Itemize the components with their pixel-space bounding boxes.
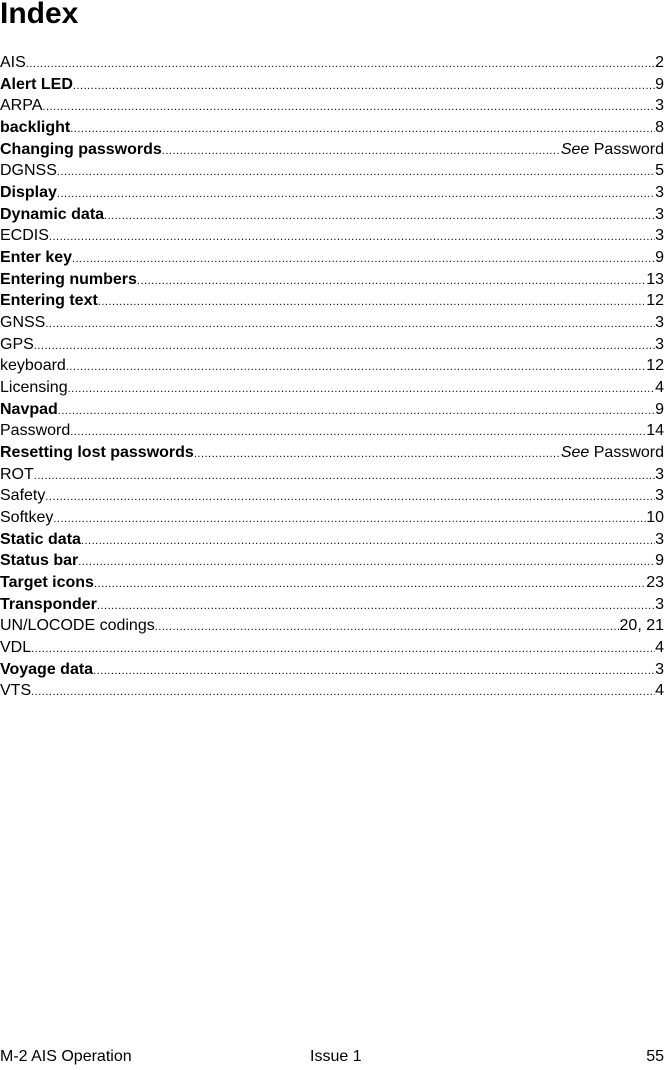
- index-page-reference: 9: [655, 552, 664, 570]
- index-page-reference: 3: [655, 465, 664, 483]
- dot-leader: [73, 76, 655, 96]
- index-entry: [0, 182, 664, 204]
- index-page-reference: Password: [593, 140, 664, 158]
- dot-leader: [194, 444, 561, 464]
- see-reference: See: [560, 444, 590, 462]
- dot-leader: [42, 97, 655, 117]
- index-term: ARPA: [0, 97, 43, 115]
- index-entry: [0, 507, 664, 529]
- footer-page-number: 55: [646, 1048, 664, 1065]
- index-entry: [0, 399, 664, 421]
- dot-leader: [45, 487, 655, 507]
- index-entry: [0, 377, 664, 399]
- index-term: Target icons: [0, 574, 94, 592]
- index-term: Changing passwords: [0, 140, 162, 158]
- page-title: Index: [0, 0, 79, 30]
- index-entry: [0, 550, 664, 572]
- index-entry: [0, 312, 664, 334]
- dot-leader: [93, 661, 655, 681]
- index-page-reference: 3: [655, 227, 664, 245]
- index-entry: [0, 95, 664, 117]
- index-page-reference: 3: [655, 184, 664, 202]
- index-page-reference: 20, 21: [619, 617, 664, 635]
- index-page-reference: 14: [646, 422, 664, 440]
- dot-leader: [57, 184, 655, 204]
- dot-leader: [66, 357, 646, 377]
- dot-leader: [104, 206, 655, 226]
- index-page-reference: 3: [655, 660, 664, 678]
- dot-leader: [58, 401, 655, 421]
- index-entry: [0, 269, 664, 291]
- index-term: Softkey: [0, 509, 54, 527]
- index-entry: [0, 529, 664, 551]
- dot-leader: [49, 227, 655, 247]
- index-page-reference: 9: [655, 75, 664, 93]
- index-term: AIS: [0, 54, 26, 71]
- index-term: Transponder: [0, 595, 97, 613]
- page-footer: [0, 1045, 664, 1069]
- index-page-reference: 3: [655, 530, 664, 548]
- index-entry: [0, 464, 664, 486]
- index-page-reference: 9: [655, 249, 664, 267]
- index-entry: [0, 659, 664, 681]
- index-entry: [0, 680, 664, 702]
- index-entry: [0, 160, 664, 182]
- index-term: Entering numbers: [0, 270, 137, 288]
- index-entry: [0, 442, 664, 464]
- index-page-reference: 4: [655, 379, 664, 397]
- index-entry: [0, 290, 664, 312]
- index-page-reference: 12: [646, 292, 664, 310]
- index-entry: [0, 139, 664, 161]
- index-entry: [0, 485, 664, 507]
- index-page-reference: 9: [655, 400, 664, 418]
- index-entry: [0, 594, 664, 616]
- dot-leader: [81, 531, 655, 551]
- index-page-reference: 3: [655, 314, 664, 332]
- index-term: backlight: [0, 119, 71, 137]
- index-page-reference: 23: [646, 574, 664, 592]
- dot-leader: [70, 119, 655, 139]
- index-page-reference: 2: [655, 54, 664, 71]
- index-page-reference: 4: [655, 682, 664, 700]
- dot-leader: [98, 292, 646, 312]
- dot-leader: [155, 617, 620, 637]
- dot-leader: [26, 54, 655, 74]
- index-page-reference: 4: [655, 639, 664, 657]
- dot-leader: [78, 552, 655, 572]
- footer-issue: Issue 1: [310, 1048, 362, 1065]
- dot-leader: [70, 422, 646, 442]
- index-term: Password: [0, 422, 71, 440]
- index-term: GNSS: [0, 314, 46, 332]
- index-page-reference: Password: [593, 444, 664, 462]
- index-entry: [0, 204, 664, 226]
- dot-leader: [72, 249, 655, 269]
- index-term: GPS: [0, 335, 34, 353]
- index-term: Alert LED: [0, 75, 73, 93]
- index-term: ROT: [0, 465, 34, 483]
- index-page-reference: 10: [646, 509, 664, 527]
- dot-leader: [34, 336, 655, 356]
- index-entry: [0, 334, 664, 356]
- dot-leader: [31, 639, 655, 659]
- index-term: Entering text: [0, 292, 98, 310]
- index-term: Status bar: [0, 552, 79, 570]
- index-entry: [0, 52, 664, 74]
- index-term: Safety: [0, 487, 46, 505]
- index-entry: [0, 74, 664, 96]
- index-list: [0, 52, 664, 702]
- index-term: Dynamic data: [0, 205, 105, 223]
- index-term: Static data: [0, 530, 81, 548]
- dot-leader: [162, 141, 561, 161]
- index-term: Display: [0, 184, 57, 202]
- dot-leader: [34, 466, 655, 486]
- footer-document-title: M-2 AIS Operation: [0, 1048, 132, 1065]
- index-page-reference: 5: [655, 162, 664, 180]
- index-entry: [0, 117, 664, 139]
- dot-leader: [68, 379, 655, 399]
- index-page-reference: 3: [655, 487, 664, 505]
- dot-leader: [31, 682, 655, 702]
- index-term: Enter key: [0, 249, 73, 267]
- index-entry: [0, 225, 664, 247]
- index-entry: [0, 355, 664, 377]
- see-reference: See: [560, 140, 590, 158]
- index-page-reference: 3: [655, 335, 664, 353]
- dot-leader: [97, 596, 655, 616]
- index-term: Licensing: [0, 379, 68, 397]
- index-entry: [0, 615, 664, 637]
- index-page-reference: 3: [655, 205, 664, 223]
- index-entry: [0, 637, 664, 659]
- index-term: ECDIS: [0, 227, 49, 245]
- index-page-reference: 13: [646, 270, 664, 288]
- index-term: VTS: [0, 682, 32, 700]
- index-term: VDL: [0, 639, 32, 657]
- index-term: keyboard: [0, 357, 66, 375]
- index-entry: [0, 420, 664, 442]
- index-page-reference: 12: [646, 357, 664, 375]
- index-page-reference: 8: [655, 119, 664, 137]
- index-page-reference: 3: [655, 595, 664, 613]
- dot-leader: [137, 271, 646, 291]
- index-term: Navpad: [0, 400, 58, 418]
- dot-leader: [45, 314, 655, 334]
- dot-leader: [57, 162, 655, 182]
- index-term: Voyage data: [0, 660, 94, 678]
- index-term: DGNSS: [0, 162, 57, 180]
- index-term: UN/LOCODE codings: [0, 617, 155, 635]
- index-page-reference: 3: [655, 97, 664, 115]
- dot-leader: [53, 509, 646, 529]
- dot-leader: [94, 574, 646, 594]
- index-term: Resetting lost passwords: [0, 444, 194, 462]
- index-entry: [0, 247, 664, 269]
- index-entry: [0, 572, 664, 594]
